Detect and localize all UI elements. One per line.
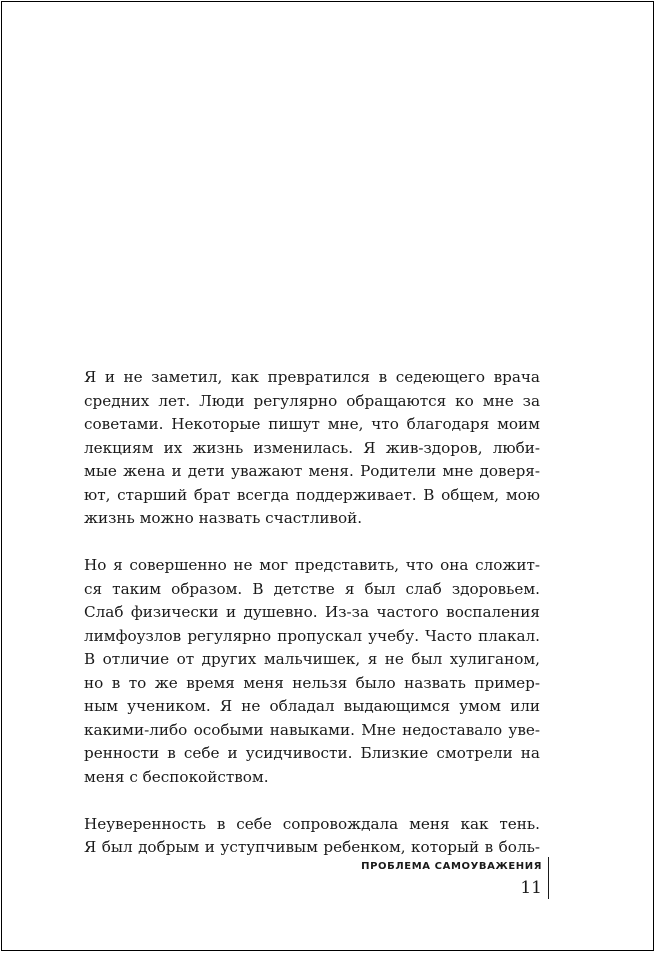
running-head: ПРОБЛЕМА САМОУВАЖЕНИЯ bbox=[361, 861, 542, 872]
text-line: какими-либо особыми навыками. Мне недоставало уве- bbox=[84, 720, 540, 739]
text-line: Я и не заметил, как превратился в седеющего врача bbox=[84, 368, 540, 386]
text-line: но в то же время меня нельзя было назвать пример- bbox=[84, 673, 540, 692]
page-number: 11 bbox=[520, 878, 542, 898]
paragraph-gap bbox=[84, 789, 540, 813]
text-line: Но я совершенно не мог представить, что она сложит- bbox=[84, 556, 540, 574]
paragraph-gap bbox=[84, 531, 540, 555]
page-footer bbox=[361, 858, 542, 900]
text-line: ренности в себе и усидчивости. Близкие смотрели на bbox=[84, 744, 540, 762]
text-line: лимфоузлов регулярно пропускал учебу. Часто плакал. bbox=[84, 626, 540, 645]
text-line: ся таким образом. В детстве я был слаб здоровьем. bbox=[84, 579, 540, 598]
text-line: Неуверенность в себе сопровождала меня как тень. bbox=[84, 814, 540, 833]
text-line: В отличие от других мальчишек, я не был хулиганом, bbox=[84, 650, 540, 668]
text-line: Слаб физически и душевно. Из-за частого воспаления bbox=[84, 603, 540, 621]
paragraph-3 bbox=[84, 813, 540, 860]
text-line: ют, старший брат всегда поддерживает. В общем, мою bbox=[84, 485, 540, 504]
text-line: жизнь можно назвать счастливой. bbox=[84, 509, 363, 527]
text-line: ным учеником. Я не обладал выдающимся умом или bbox=[84, 697, 540, 715]
paragraph-2 bbox=[84, 554, 540, 789]
text-line: мые жена и дети уважают меня. Родители мне доверя- bbox=[84, 462, 540, 480]
body-text bbox=[84, 366, 540, 860]
paragraph-1 bbox=[84, 366, 540, 531]
text-line: лекциям их жизнь изменилась. Я жив-здоров, люби- bbox=[84, 438, 540, 457]
book-page bbox=[1, 1, 654, 951]
text-line: советами. Некоторые пишут мне, что благодаря моим bbox=[84, 415, 540, 433]
text-line: средних лет. Люди регулярно обращаются ко мне за bbox=[84, 391, 540, 410]
footer-divider bbox=[548, 857, 549, 899]
text-line: меня с беспокойством. bbox=[84, 767, 269, 786]
text-line: Я был добрым и уступчивым ребенком, который в боль- bbox=[84, 838, 540, 856]
